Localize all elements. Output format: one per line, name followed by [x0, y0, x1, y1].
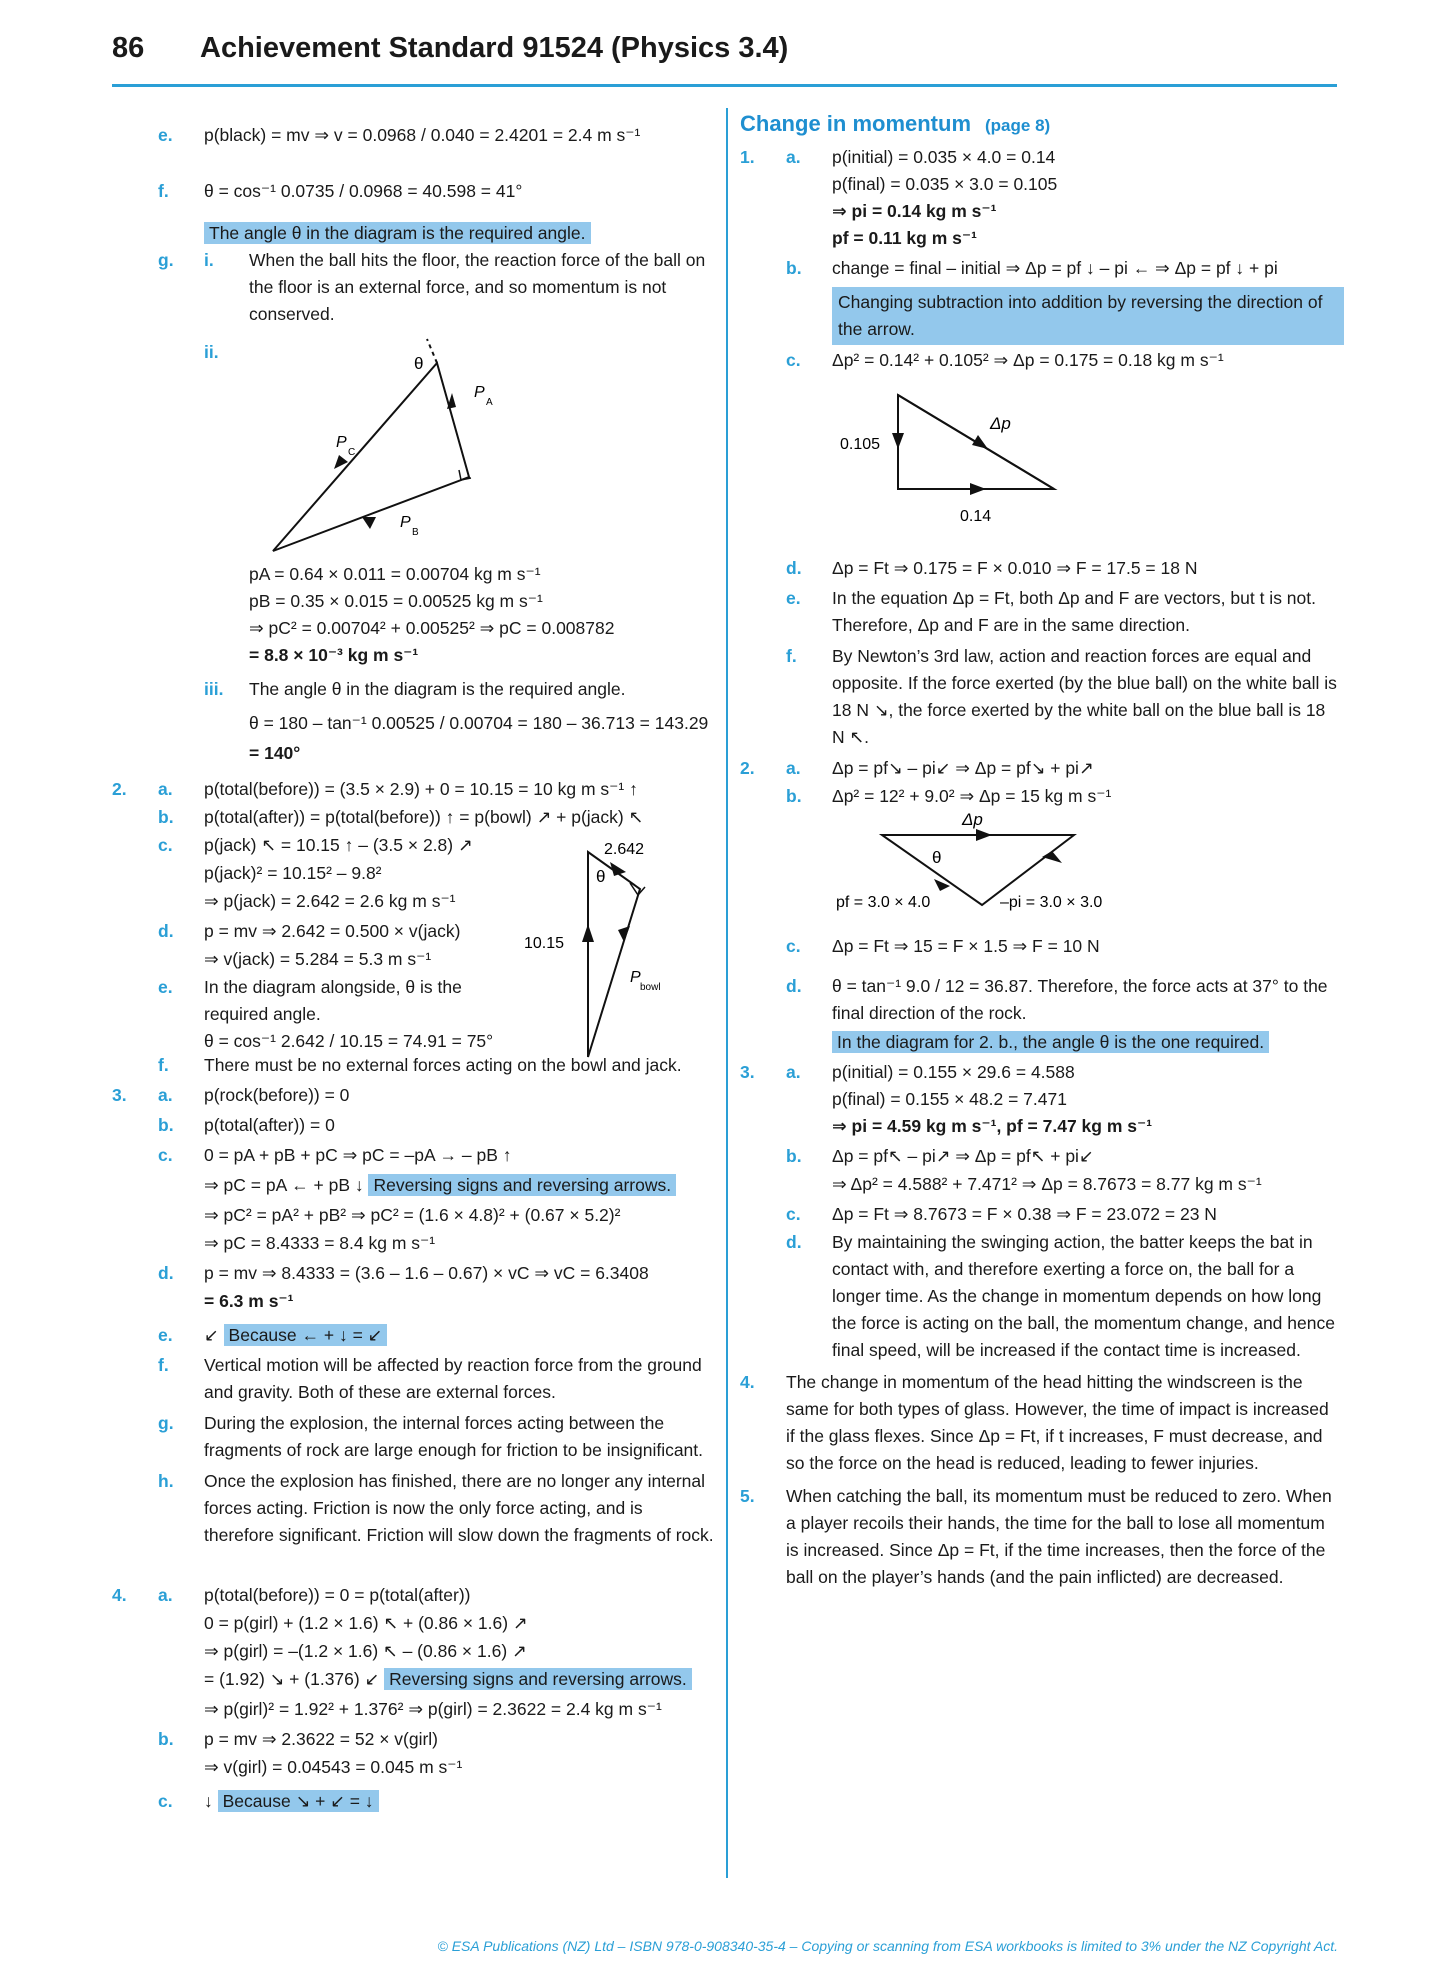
- answer-line: pB = 0.35 × 0.015 = 0.00525 kg m s⁻¹: [249, 591, 543, 611]
- item-label: b.: [158, 1115, 174, 1135]
- item-label: c.: [158, 835, 173, 855]
- answer-line: ⇒ Δp² = 4.588² + 7.471² ⇒ Δp = 8.7673 = 8.77 kg m s⁻¹: [832, 1174, 1262, 1194]
- answer-line: = 140°: [249, 743, 301, 763]
- answer-line: p = mv ⇒ 8.4333 = (3.6 – 1.6 – 0.67) × vC ⇒ vC = 6.3408: [204, 1263, 649, 1283]
- answer-line: p(total(before)) = 0 = p(total(after)): [204, 1585, 471, 1605]
- diagram-label: P: [400, 514, 411, 531]
- diagram-label: 2.642: [604, 841, 645, 858]
- item-label: a.: [158, 1085, 173, 1105]
- question-number: 3.: [112, 1085, 127, 1105]
- item-label: c.: [786, 350, 801, 370]
- highlight-note: Because ← + ↓ = ↙: [224, 1324, 388, 1346]
- right-column: [740, 110, 1340, 1597]
- arrow-head: [972, 435, 988, 449]
- question-number: 2.: [112, 779, 127, 799]
- answer-line: p = mv ⇒ 2.3622 = 52 × v(girl): [204, 1729, 439, 1749]
- answer-line: = 8.8 × 10⁻³ kg m s⁻¹: [249, 645, 419, 665]
- diagram-label: bowl: [640, 982, 661, 993]
- arrow-head: [892, 433, 904, 449]
- diagram-label: –pi = 3.0 × 3.0: [1000, 894, 1103, 911]
- answer-line: ⇒ v(jack) = 5.284 = 5.3 m s⁻¹: [204, 949, 432, 969]
- item-label: e.: [158, 1325, 173, 1345]
- item-label: e.: [786, 588, 801, 608]
- arrow-head: [582, 924, 594, 942]
- item-label: d.: [786, 976, 802, 996]
- answer-line: θ = 180 – tan⁻¹ 0.00525 / 0.00704 = 180 – 36.713 = 143.29: [249, 713, 709, 733]
- item-label: f.: [158, 1355, 169, 1375]
- item-label: e.: [158, 977, 173, 997]
- answer-line: θ = cos⁻¹ 0.0735 / 0.0968 = 40.598 = 41°: [204, 181, 523, 201]
- item-label: d.: [158, 1263, 174, 1283]
- item-label: g.: [158, 1413, 174, 1433]
- item-label: a.: [786, 758, 801, 778]
- arrow-head: [970, 483, 986, 495]
- answer-line: θ = cos⁻¹ 2.642 / 10.15 = 74.91 = 75°: [204, 1031, 494, 1051]
- answer-text: By Newton’s 3rd law, action and reaction forces are equal and opposite. If the force exerted (by the blue ball) on the white ball is 18 N ↘, the force exerted by the white ball on the blue ball is 18 N ↖.: [832, 646, 1337, 747]
- answer-text: The change in momentum of the head hitting the windscreen is the same for both types of glass. However, the time of impact is increased if the glass flexes. Since Δp = Ft, if t increases, F must decrease, and so the force on the head is reduced, leading to fewer injuries.: [786, 1372, 1329, 1473]
- subitem-label: iii.: [204, 679, 224, 699]
- item-label: a.: [786, 1062, 801, 1082]
- answer-text: During the explosion, the internal forces acting between the fragments of rock are large enough for friction to be insignificant.: [204, 1413, 704, 1460]
- diagram-label: θ: [414, 354, 424, 373]
- answer-line: = (1.92) ↘ + (1.376) ↙ Reversing signs and reversing arrows.: [204, 1666, 692, 1693]
- answer-line: change = final – initial ⇒ Δp = pf ↓ – pi ← ⇒ Δp = pf ↓ + pi: [832, 258, 1278, 278]
- answer-line: Δp = pf↖ – pi↗ ⇒ Δp = pf↖ + pi↙: [832, 1146, 1094, 1166]
- left-column: [112, 112, 712, 1816]
- answer-line: p(initial) = 0.035 × 4.0 = 0.14: [832, 147, 1056, 167]
- answer-text: θ = tan⁻¹ 9.0 / 12 = 36.87. Therefore, the force acts at 37° to the final direction of the rock.: [832, 976, 1328, 1023]
- item-label: b.: [786, 1146, 802, 1166]
- item-label: a.: [158, 1585, 173, 1605]
- section-heading: Change in momentum (page 8): [740, 111, 1051, 136]
- answer-line: Δp = pf↘ – pi↙ ⇒ Δp = pf↘ + pi↗: [832, 758, 1094, 778]
- footer-copyright: © ESA Publications (NZ) Ltd – ISBN 978-0-908340-35-4 – Copying or scanning from ESA workbooks is limited to 3% under the NZ Copyright Act.: [437, 1938, 1338, 1954]
- diagram-label: A: [486, 397, 493, 408]
- arrow-head: [618, 926, 630, 942]
- item-label: c.: [786, 936, 801, 956]
- highlight-note: Because ↘ + ↙ = ↓: [218, 1790, 379, 1812]
- vector-diagram-4: [832, 811, 1272, 931]
- diagram-label: 10.15: [524, 935, 565, 952]
- answer-line: p(total(after)) = p(total(before)) ↑ = p(bowl) ↗ + p(jack) ↖: [204, 807, 644, 827]
- question-number: 4.: [740, 1372, 755, 1392]
- item-label: f.: [786, 646, 797, 666]
- highlight-note: The angle θ in the diagram is the required angle.: [204, 222, 591, 244]
- answer-line: 0 = p(girl) + (1.2 × 1.6) ↖ + (0.86 × 1.6) ↗: [204, 1613, 528, 1633]
- item-label: a.: [158, 779, 173, 799]
- answer-line: p(final) = 0.155 × 48.2 = 7.471: [832, 1089, 1067, 1109]
- item-label: f.: [158, 1055, 169, 1075]
- answer-line: p(initial) = 0.155 × 29.6 = 4.588: [832, 1062, 1075, 1082]
- answer-line: ⇒ p(girl)² = 1.92² + 1.376² ⇒ p(girl) = 2.3622 = 2.4 kg m s⁻¹: [204, 1699, 662, 1719]
- item-label: e.: [158, 125, 173, 145]
- item-label: b.: [158, 1729, 174, 1749]
- question-number: 5.: [740, 1486, 755, 1506]
- answer-text: Once the explosion has finished, there are no longer any internal forces acting. Friction is now the only force acting, and is therefore significant. Friction will slow down the fragments of rock.: [204, 1471, 714, 1545]
- vector-diagram-1: [242, 329, 502, 559]
- answer-line: p(jack)² = 10.15² – 9.8²: [204, 863, 382, 883]
- vector-diagram-2: [510, 832, 680, 1062]
- column-divider: [726, 108, 728, 1878]
- answer-line: p(total(after)) = 0: [204, 1115, 335, 1135]
- item-label: d.: [158, 921, 174, 941]
- diagram-label: P: [474, 384, 485, 401]
- answer-line: There must be no external forces acting on the bowl and jack.: [204, 1055, 682, 1075]
- answer-text: When catching the ball, its momentum must be reduced to zero. When a player recoils their hands, the time for the ball to lose all momentum is increased. Since Δp = Ft, if the time increases, then the force of the ball on the player’s hands (and the pain inflicted) are decreased.: [786, 1486, 1332, 1587]
- answer-line: p = mv ⇒ 2.642 = 0.500 × v(jack): [204, 921, 461, 941]
- item-label: c.: [158, 1145, 173, 1165]
- item-label: a.: [786, 147, 801, 167]
- page-title: Achievement Standard 91524 (Physics 3.4): [200, 32, 789, 64]
- diagram-label: P: [336, 434, 347, 451]
- item-label: h.: [158, 1471, 174, 1491]
- item-label: d.: [786, 558, 802, 578]
- answer-line: ⇒ pi = 4.59 kg m s⁻¹, pf = 7.47 kg m s⁻¹: [832, 1116, 1153, 1136]
- arrow-head: [610, 862, 626, 876]
- answer-line: 0 = pA + pB + pC ⇒ pC = –pA → – pB ↑: [204, 1145, 512, 1165]
- highlight-note: Reversing signs and reversing arrows.: [384, 1668, 692, 1690]
- answer-line: ⇒ pC = 8.4333 = 8.4 kg m s⁻¹: [204, 1233, 436, 1253]
- answer-text: In the diagram alongside, θ is the required angle.: [204, 977, 462, 1024]
- page-number: 86: [112, 32, 145, 64]
- diagram-label: B: [412, 527, 419, 538]
- highlight-note: Changing subtraction into addition by reversing the direction of the arrow.: [832, 287, 1344, 345]
- vector-diagram-3: [832, 375, 1172, 550]
- item-label: b.: [786, 258, 802, 278]
- answer-line: ⇒ pC² = pA² + pB² ⇒ pC² = (1.6 × 4.8)² + (0.67 × 5.2)²: [204, 1205, 621, 1225]
- answer-line: p(final) = 0.035 × 3.0 = 0.105: [832, 174, 1058, 194]
- answer-line: p(total(before)) = (3.5 × 2.9) + 0 = 10.15 = 10 kg m s⁻¹ ↑: [204, 779, 638, 799]
- answer-line: ⇒ pC² = 0.00704² + 0.00525² ⇒ pC = 0.008782: [249, 618, 615, 638]
- highlight-note: In the diagram for 2. b., the angle θ is the one required.: [832, 1031, 1269, 1053]
- diagram-label: C: [348, 447, 356, 458]
- answer-text: By maintaining the swinging action, the batter keeps the bat in contact with, and therefore exerting a force on, the ball for a longer time. As the change in momentum depends on how long the force is acting on the ball, the momentum change, and hence final speed, will be increased if the contact time is increased.: [832, 1232, 1335, 1360]
- subitem-label: ii.: [204, 342, 219, 362]
- item-label: b.: [158, 807, 174, 827]
- diagram-label: Δp: [990, 414, 1011, 433]
- page-header: [112, 30, 1337, 87]
- diagram-label: 0.105: [840, 436, 881, 453]
- arrow-head: [362, 517, 376, 529]
- answer-text: In the equation Δp = Ft, both Δp and F are vectors, but t is not. Therefore, Δp and F are in the same direction.: [832, 588, 1317, 635]
- answer-line: Δp² = 12² + 9.0² ⇒ Δp = 15 kg m s⁻¹: [832, 786, 1112, 806]
- arrow-head: [976, 829, 992, 841]
- page-reference: (page 8): [985, 116, 1051, 135]
- answer-text: Vertical motion will be affected by reaction force from the ground and gravity. Both of these are external forces.: [204, 1355, 702, 1402]
- diagram-label: 0.14: [960, 508, 992, 525]
- diagram-label: θ: [932, 848, 942, 867]
- question-number: 2.: [740, 758, 755, 778]
- answer-line: The angle θ in the diagram is the required angle.: [249, 679, 626, 699]
- arrow-head: [1042, 851, 1062, 863]
- diagram-label: Δp: [962, 811, 983, 829]
- answer-line: ⇒ p(jack) = 2.642 = 2.6 kg m s⁻¹: [204, 891, 456, 911]
- answer-line: Δp = Ft ⇒ 0.175 = F × 0.010 ⇒ F = 17.5 = 18 N: [832, 558, 1198, 578]
- item-label: c.: [786, 1204, 801, 1224]
- answer-text: When the ball hits the floor, the reaction force of the ball on the floor is an external force, and so momentum is not conserved.: [249, 250, 706, 324]
- diagram-label: P: [630, 969, 641, 986]
- answer-line: pf = 0.11 kg m s⁻¹: [832, 228, 977, 248]
- answer-line: Δp² = 0.14² + 0.105² ⇒ Δp = 0.175 = 0.18 kg m s⁻¹: [832, 350, 1224, 370]
- answer-line: Δp = Ft ⇒ 15 = F × 1.5 ⇒ F = 10 N: [832, 936, 1100, 956]
- question-number: 1.: [740, 147, 755, 167]
- answer-line: Δp = Ft ⇒ 8.7673 = F × 0.38 ⇒ F = 23.072 = 23 N: [832, 1204, 1217, 1224]
- answer-line: ⇒ pi = 0.14 kg m s⁻¹: [832, 201, 997, 221]
- diagram-label: θ: [596, 867, 606, 886]
- item-label: d.: [786, 1232, 802, 1252]
- item-label: b.: [786, 786, 802, 806]
- answer-line: ⇒ p(girl) = –(1.2 × 1.6) ↖ – (0.86 × 1.6) ↗: [204, 1641, 527, 1661]
- answer-line: ↓ Because ↘ + ↙ = ↓: [204, 1788, 379, 1815]
- highlight-note: Reversing signs and reversing arrows.: [368, 1174, 676, 1196]
- answer-line: pA = 0.64 × 0.011 = 0.00704 kg m s⁻¹: [249, 564, 541, 584]
- answer-line: ↙ Because ← + ↓ = ↙: [204, 1322, 387, 1349]
- answer-line: p(rock(before)) = 0: [204, 1085, 350, 1105]
- answer-line: p(jack) ↖ = 10.15 ↑ – (3.5 × 2.8) ↗: [204, 835, 473, 855]
- answer-line: ⇒ pC = pA ← + pB ↓ Reversing signs and reversing arrows.: [204, 1172, 676, 1199]
- item-label: f.: [158, 181, 169, 201]
- question-number: 4.: [112, 1585, 127, 1605]
- diagram-label: pf = 3.0 × 4.0: [836, 894, 931, 911]
- question-number: 3.: [740, 1062, 755, 1082]
- item-label: c.: [158, 1791, 173, 1811]
- answer-line: ⇒ v(girl) = 0.04543 = 0.045 m s⁻¹: [204, 1757, 463, 1777]
- answer-line: p(black) = mv ⇒ v = 0.0968 / 0.040 = 2.4201 = 2.4 m s⁻¹: [204, 125, 641, 145]
- answer-line: = 6.3 m s⁻¹: [204, 1291, 294, 1311]
- subitem-label: i.: [204, 250, 214, 270]
- item-label: g.: [158, 250, 174, 270]
